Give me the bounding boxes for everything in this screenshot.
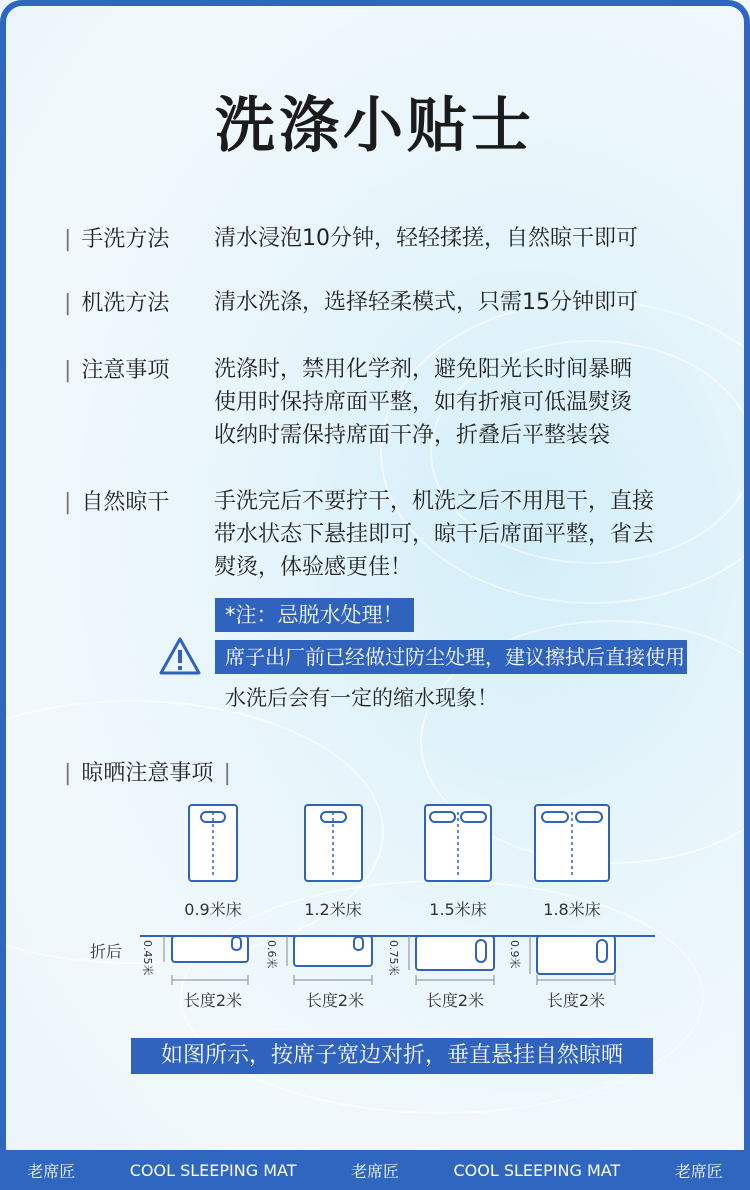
footer-tagline: COOL SLEEPING MAT <box>453 1160 621 1180</box>
tip-line: 收纳时需保持席面干净，折叠后平整装袋 <box>214 423 611 448</box>
footer-brand: 老席匠 <box>350 1161 399 1181</box>
fold-height-label: 0.6米 <box>265 940 278 969</box>
fold-height-label: 0.75米 <box>387 940 400 976</box>
water-ripple <box>180 880 704 1114</box>
page-title: 洗涤小贴士 <box>215 91 535 161</box>
warning-triangle-icon <box>158 636 202 676</box>
tip-text <box>214 485 704 584</box>
shrink-note: 水洗后会有一定的缩水现象！ <box>225 686 498 710</box>
tip-line: 洗涤时，禁用化学剂，避免阳光长时间暴晒 <box>214 357 633 382</box>
folded-mat-1-5 <box>409 936 494 970</box>
tip-label: | 自然晾干 <box>64 485 169 516</box>
length-dimension-lines <box>172 975 615 985</box>
tip-text <box>214 353 704 452</box>
tip-line: 带水状态下悬挂即可，晾干后席面平整，省去 <box>214 522 655 547</box>
folded-mat-1-2 <box>287 936 372 966</box>
mat-1-5 <box>425 805 491 881</box>
hanging-instruction-banner: 如图所示，按席子宽边对折，垂直悬挂自然晾晒 <box>131 1038 653 1074</box>
length-label: 长度2米 <box>183 991 243 1010</box>
mat-1-8 <box>535 805 609 881</box>
dust-proof-note: 席子出厂前已经做过防尘处理，建议擦拭后直接使用 <box>215 640 687 674</box>
mat-0-9 <box>189 805 237 881</box>
folded-label: 折后 <box>90 942 123 961</box>
tip-line: 使用时保持席面平整，如有折痕可低温熨烫 <box>214 390 633 415</box>
footer-bar <box>0 1150 750 1190</box>
tip-line: 清水浸泡10分钟，轻轻揉搓，自然晾干即可 <box>214 226 638 251</box>
tip-text <box>214 222 704 255</box>
tip-text <box>214 286 704 319</box>
length-label: 长度2米 <box>305 991 365 1010</box>
bed-size-label: 1.5米床 <box>429 900 487 919</box>
length-label: 长度2米 <box>425 991 485 1010</box>
length-label: 长度2米 <box>546 991 606 1010</box>
mat-1-2 <box>305 805 362 881</box>
folded-mat-0-9 <box>164 936 248 962</box>
tip-label: | 注意事项 <box>64 353 169 384</box>
bed-size-label: 1.8米床 <box>543 900 601 919</box>
water-ripple <box>0 700 384 964</box>
drying-section-label: | 晾晒注意事项 | <box>64 756 231 787</box>
bed-size-label: 1.2米床 <box>304 900 362 919</box>
tip-label: | 机洗方法 <box>64 286 169 317</box>
footer-brand: 老席匠 <box>674 1161 723 1181</box>
footer-tagline: COOL SLEEPING MAT <box>129 1160 297 1180</box>
folded-mat-1-8 <box>530 936 615 974</box>
tip-line: 手洗完后不要拧干，机洗之后不用甩干，直接 <box>214 489 655 514</box>
tip-line: 清水洗涤，选择轻柔模式，只需15分钟即可 <box>214 290 638 315</box>
bed-size-label: 0.9米床 <box>184 900 242 919</box>
tip-line: 熨烫，体验感更佳！ <box>214 555 413 580</box>
footer-brand: 老席匠 <box>27 1161 76 1181</box>
tip-label: | 手洗方法 <box>64 222 169 253</box>
fold-height-label: 0.9米 <box>508 940 521 969</box>
fold-height-label: 0.45米 <box>141 940 154 976</box>
spin-warning-note: *注：忌脱水处理！ <box>215 598 414 632</box>
